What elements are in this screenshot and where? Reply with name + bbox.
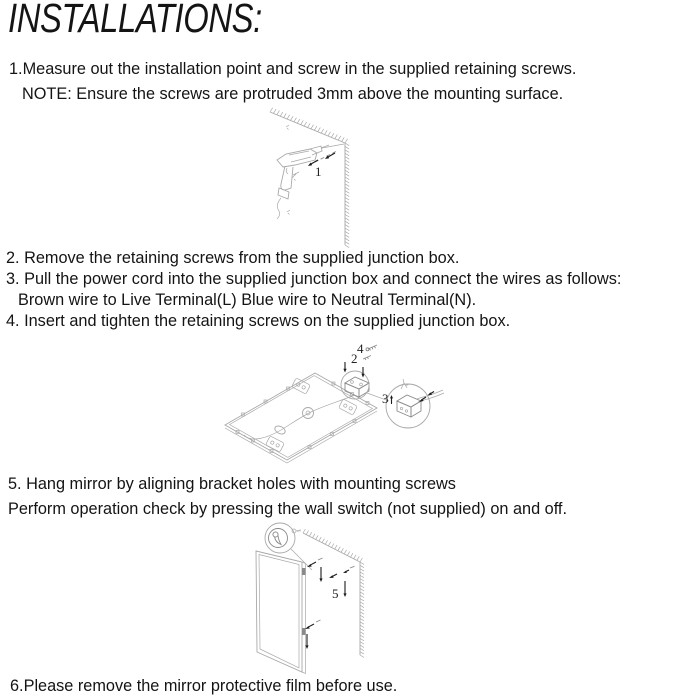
power-cord-sketch (244, 395, 355, 439)
hanging-direction-arrows (305, 558, 323, 649)
page-title: INSTALLATIONS: (8, 0, 262, 41)
callout-4: 4 (357, 341, 364, 356)
step-6-text: 6.Please remove the mirror protective film before use. (10, 677, 398, 695)
step-5-block (8, 472, 567, 522)
callout-5: 5 (332, 586, 339, 601)
step-4-text: 4. Insert and tighten the retaining screws on the supplied junction box. (6, 312, 511, 330)
steps-2-4-block (6, 248, 621, 332)
junction-box-detail-circle (386, 379, 444, 428)
drill-sketch (277, 144, 344, 219)
step-2-text: 2. Remove the retaining screws from the supplied junction box. (6, 249, 460, 267)
mirror-sketch (256, 551, 306, 674)
callout-3: 3 (382, 391, 389, 406)
step-3-text: 3. Pull the power cord into the supplied junction box and connect the wires as follows: (6, 270, 622, 288)
step-5-text: 5. Hang mirror by aligning bracket holes with mounting screws (8, 475, 456, 493)
figure-drill-wall (225, 104, 400, 252)
junction-box-sketch (341, 371, 369, 399)
keyhole-bracket-detail-circle (265, 523, 301, 553)
screw-direction-arrows (308, 151, 337, 166)
figure-hang-mirror (248, 518, 400, 676)
step-5-detail-text: Perform operation check by pressing the wall switch (not supplied) on and off. (8, 500, 567, 518)
wall-sketch (270, 108, 349, 248)
detail-leader-line (291, 549, 312, 570)
step-1-note-text: NOTE: Ensure the screws are protruded 3mm above the mounting surface. (22, 85, 564, 103)
callout-2: 2 (351, 351, 358, 366)
step-1-text: 1.Measure out the installation point and screw in the supplied retaining screws. (9, 60, 577, 78)
figure-mirror-back-junction-box (205, 333, 465, 473)
step-1-block (9, 57, 576, 107)
step-6-block (10, 674, 397, 699)
callout-1: 1 (315, 164, 322, 179)
step-3-detail-text: Brown wire to Live Terminal(L) Blue wire to Neutral Terminal(N). (18, 291, 477, 309)
callout-3-arrow (390, 395, 393, 404)
